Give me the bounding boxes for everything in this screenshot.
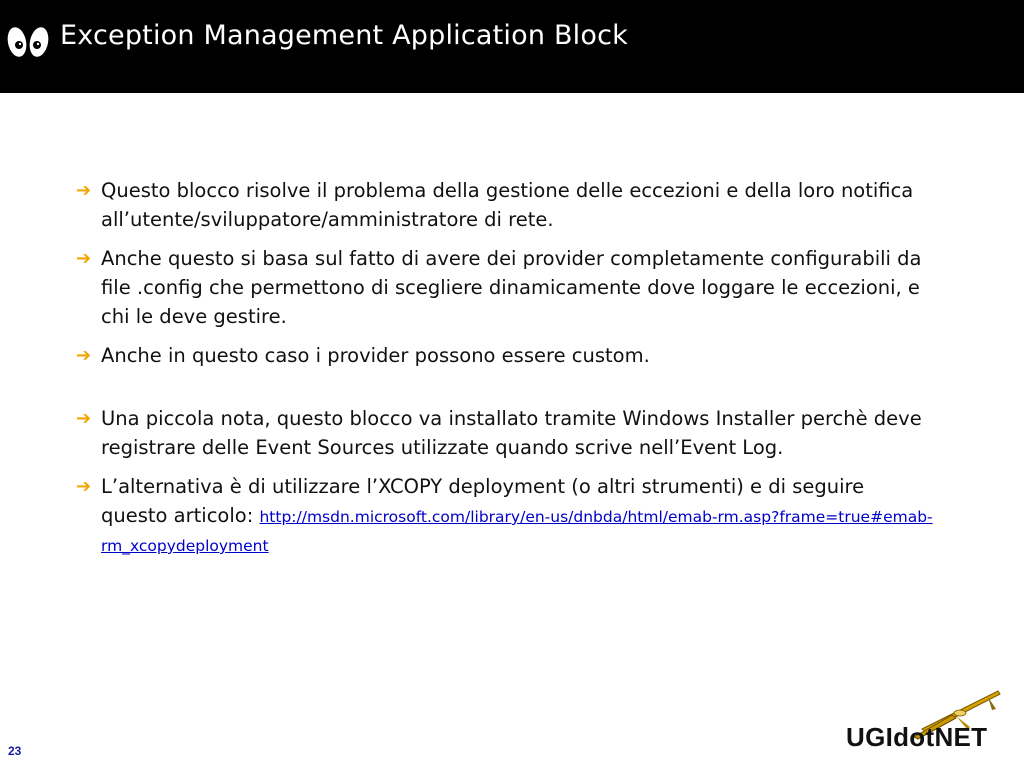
slide-title: Exception Management Application Block: [60, 20, 628, 51]
bullet-item: [76, 176, 936, 234]
bullet-text: L’alternativa è di utilizzare l’XCOPY deployment (o altri strumenti) e di seguire questo articolo:: [101, 475, 865, 527]
cartoon-eyes-icon: [6, 20, 50, 64]
right-arrow-icon: ➔: [76, 476, 92, 497]
bullet-item: [76, 472, 936, 559]
article-link[interactable]: http://msdn.microsoft.com/library/en-us/dnbda/html/emab-rm.asp?frame=true#emab-rm_xcopydeployment: [101, 508, 933, 555]
page-number: 23: [8, 744, 22, 758]
bullet-item: [76, 404, 936, 462]
bullet-text: Anche questo si basa sul fatto di avere dei provider completamente configurabili da file .config che permettono di scegliere dinamicamente dove loggare le eccezioni, e chi le deve gestire.: [101, 247, 922, 328]
bullet-text: Una piccola nota, questo blocco va installato tramite Windows Installer perchè deve registrare delle Event Sources utilizzate quando scrive nell’Event Log.: [101, 407, 922, 459]
bullet-list: [76, 176, 936, 569]
slide-header: [0, 0, 1024, 93]
right-arrow-icon: ➔: [76, 408, 92, 429]
right-arrow-icon: ➔: [76, 248, 92, 269]
bullet-item: [76, 341, 936, 370]
right-arrow-icon: ➔: [76, 345, 92, 366]
bullet-text: Questo blocco risolve il problema della gestione delle eccezioni e della loro notifica all’utente/sviluppatore/amministratore di rete.: [101, 179, 914, 231]
right-arrow-icon: ➔: [76, 180, 92, 201]
bullet-text: Anche in questo caso i provider possono essere custom.: [101, 344, 650, 367]
brand-logo-text: UGIdotNET: [846, 722, 988, 752]
bullet-item: [76, 244, 936, 331]
